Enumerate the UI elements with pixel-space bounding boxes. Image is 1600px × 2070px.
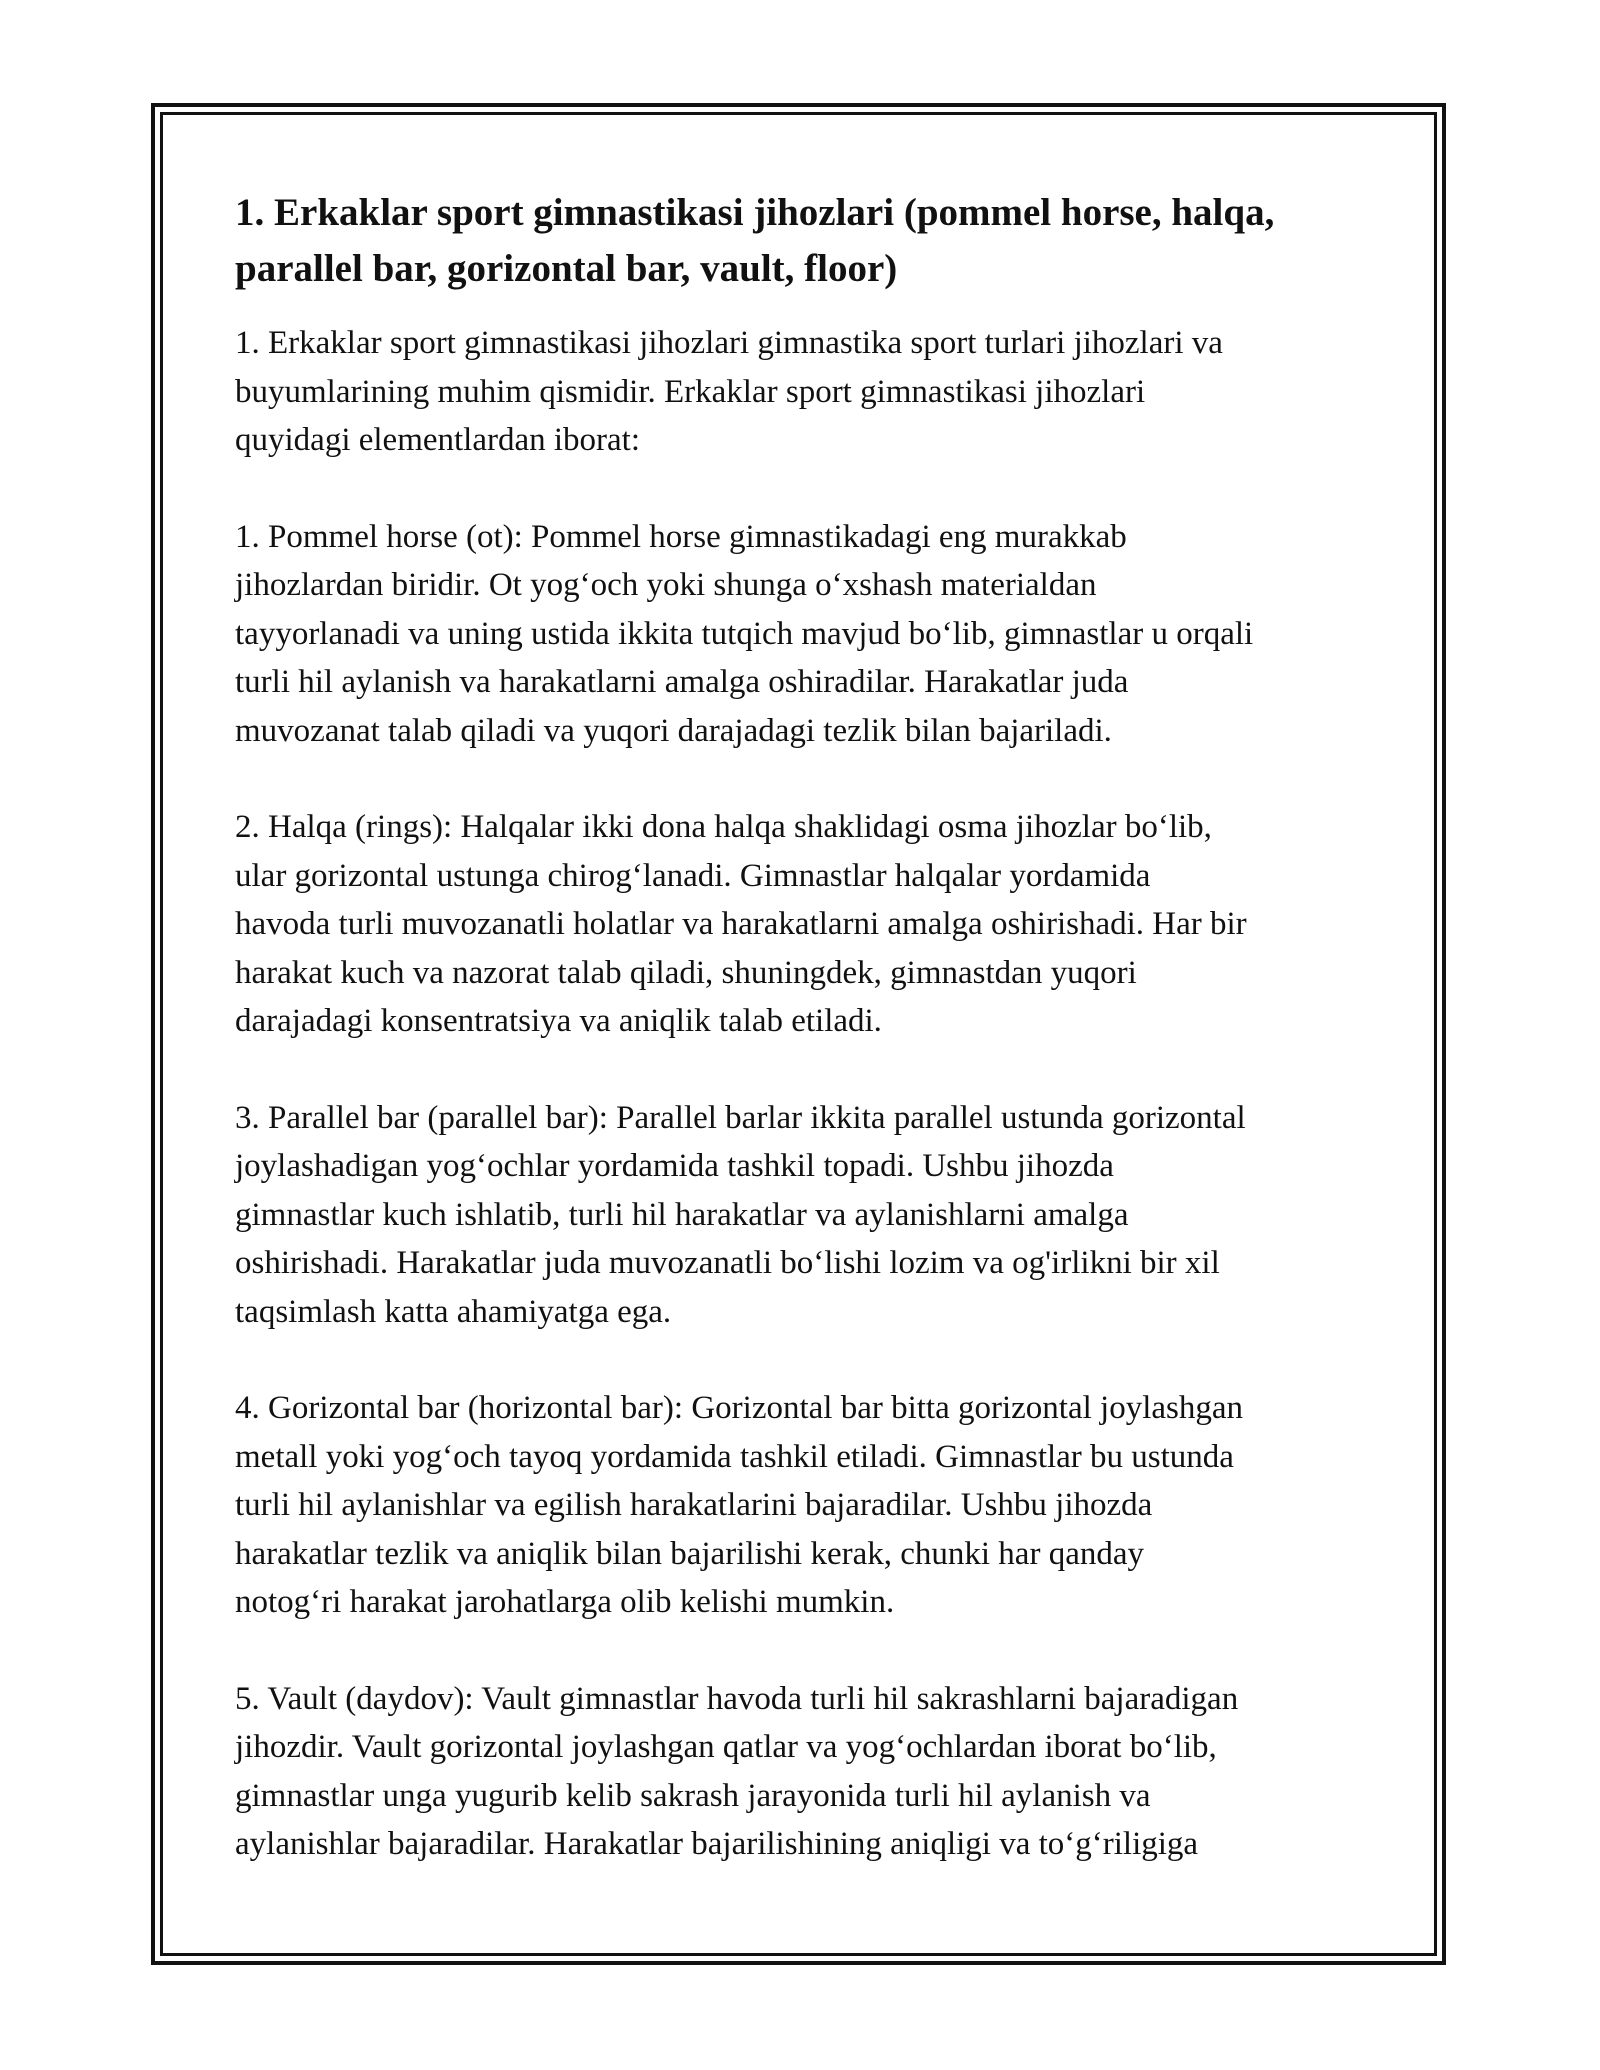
document-body [235, 185, 1375, 1917]
paragraph-vault: 5. Vault (daydov): Vault gimnastlar havoda turli hil sakrashlarni bajaradigan jihozdir. Vault gorizontal joylashgan qatlar va yog‘ochlardan iborat bo‘lib, gimnastlar unga yugurib kelib sakrash jarayonida turli hil aylanish va aylanishlar bajaradilar. Harakatlar bajarilishining aniqligi va to‘g‘riligiga [235, 1680, 1239, 1862]
document-title: 1. Erkaklar sport gimnastikasi jihozlari (pommel horse, halqa, parallel bar, gorizontal bar, vault, floor) [235, 191, 1275, 290]
paragraph-intro: 1. Erkaklar sport gimnastikasi jihozlari gimnastika sport turlari jihozlari va buyumlarining muhim qismidir. Erkaklar sport gimnastikasi jihozlari quyidagi elementlardan iborat: [235, 325, 1223, 458]
paragraph-parallel-bar: 3. Parallel bar (parallel bar): Parallel barlar ikkita parallel ustunda gorizontal joylashadigan yog‘ochlar yordamida tashkil topadi. Ushbu jihozda gimnastlar kuch ishlatib, turli hil harakatlar va aylanishlarni amalga oshirishadi. Harakatlar juda muvozanatli bo‘lishi lozim va og'irlikni bir xil taqsimlash katta ahamiyatga ega. [235, 1099, 1246, 1330]
paragraph-horizontal-bar: 4. Gorizontal bar (horizontal bar): Gorizontal bar bitta gorizontal joylashgan metall yoki yog‘och tayoq yordamida tashkil etiladi. Gimnastlar bu ustunda turli hil aylanishlar va egilish harakatlarini bajaradilar. Ushbu jihozda harakatlar tezlik va aniqlik bilan bajarilishi kerak, chunki har qanday notog‘ri harakat jarohatlarga olib kelishi mumkin. [235, 1390, 1243, 1620]
paragraph-rings: 2. Halqa (rings): Halqalar ikki dona halqa shaklidagi osma jihozlar bo‘lib, ular gorizontal ustunga chirog‘lanadi. Gimnastlar halqalar yordamida havoda turli muvozanatli holatlar va harakatlarni amalga oshirishadi. Har bir harakat kuch va nazorat talab qiladi, shuningdek, gimnastdan yuqori darajadagi konsentratsiya va aniqlik talab etiladi. [235, 809, 1247, 1039]
paragraph-pommel-horse: 1. Pommel horse (ot): Pommel horse gimnastikadagi eng murakkab jihozlardan biridir. Ot yog‘och yoki shunga o‘xshash materialdan tayyorlanadi va uning ustida ikkita tutqich mavjud bo‘lib, gimnastlar u orqali turli hil aylanish va harakatlarni amalga oshiradilar. Harakatlar juda muvozanat talab qiladi va yuqori darajadagi tezlik bilan bajariladi. [235, 518, 1254, 749]
